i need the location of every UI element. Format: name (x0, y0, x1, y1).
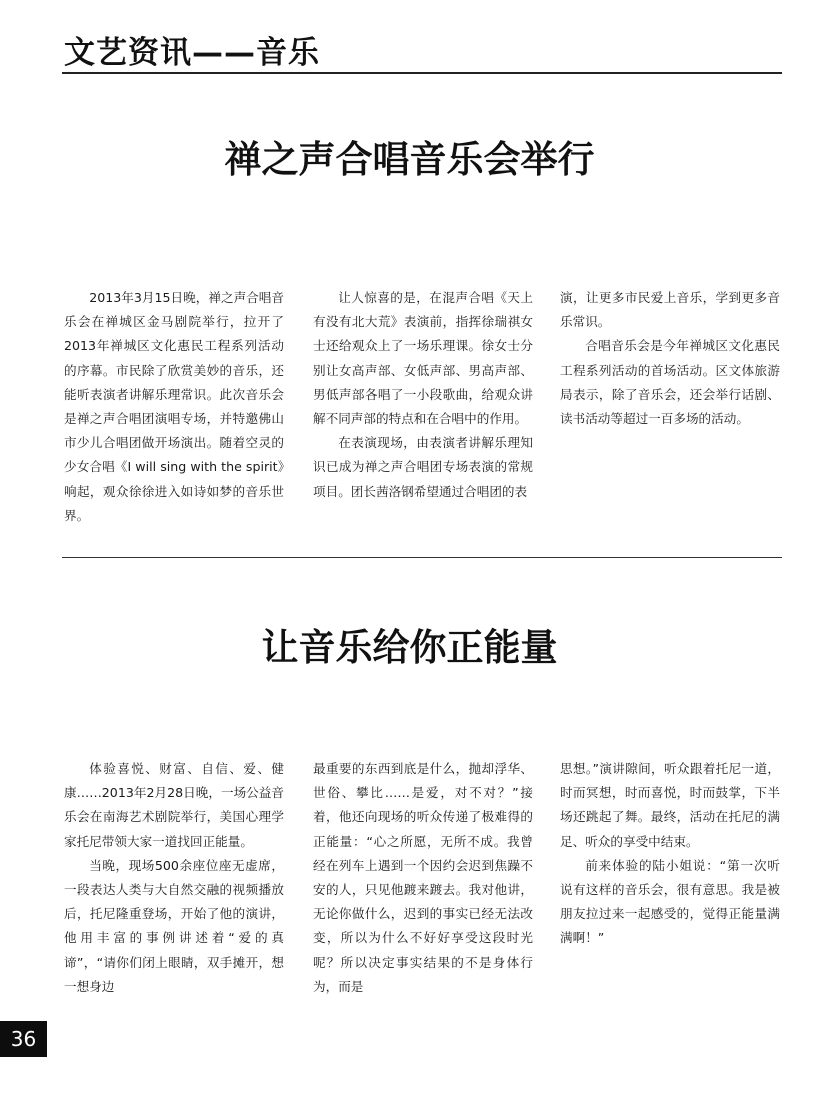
page-number: 36 (0, 1021, 47, 1057)
article-paragraph: 前来体验的陆小姐说：“第一次听说有这样的音乐会，很有意思。我是被朋友拉过来一起感受的，觉得正能量满满啊！” (560, 857, 780, 946)
article-paragraph: 体验喜悦、财富、自信、爱、健康……2013年2月28日晚，一场公益音乐会在南海艺术剧院举行，美国心理学家托尼带领大家一道找回正能量。 (64, 761, 284, 849)
article-paragraph: 在表演现场，由表演者讲解乐理知识已成为禅之声合唱团专场表演的常规项目。团长茜洛钢希望通过合唱团的表 (313, 435, 533, 499)
article-title: 让音乐给你正能量 (261, 626, 558, 669)
article-paragraph: 合唱音乐会是今年禅城区文化惠民工程系列活动的首场活动。区文体旅游局表示，除了音乐会，还会举行话剧、读书活动等超过一百多场的活动。 (560, 338, 780, 427)
section-header-title: 文艺资讯——音乐 (64, 35, 320, 71)
article-column (64, 757, 284, 999)
article-paragraph: 最重要的东西到底是什么，抛却浮华、世俗、攀比……是爱，对不对？”接着，他还向现场的听众传递了极难得的正能量：“心之所愿，无所不成。我曾经在列车上遇到一个因约会迟到焦躁不安的人，只见他踱来踱去。我对他讲，无论你做什么，迟到的事实已经无法改变，所以为什么不好好享受这段时光呢？所以决定事实结果的不是身体行为，而是 (313, 761, 533, 994)
article-column (313, 757, 533, 999)
article-paragraph: 2013年3月15日晚，禅之声合唱音乐会在禅城区金马剧院举行，拉开了2013年禅城区文化惠民工程系列活动的序幕。市民除了欣赏美妙的音乐，还能听表演者讲解乐理常识。此次音乐会是禅之声合唱团演唱专场，并特邀佛山市少儿合唱团做开场演出。随着空灵的少女合唱《I will sing with the spirit》响起，观众徐徐进入如诗如梦的音乐世界。 (64, 290, 284, 523)
article-title: 禅之声合唱音乐会举行 (224, 138, 595, 181)
article-paragraph: 让人惊喜的是，在混声合唱《天上有没有北大荒》表演前，指挥徐瑞祺女士还给观众上了一场乐理课。徐女士分别让女高声部、女低声部、男高声部、男低声部各唱了一小段歌曲，给观众讲解不同声部的特点和在合唱中的作用。 (313, 290, 533, 427)
article-column (560, 757, 780, 951)
section-divider (62, 557, 782, 558)
article-column (64, 286, 284, 528)
article-paragraph: 思想。”演讲隙间，听众跟着托尼一道，时而冥想，时而喜悦，时而鼓掌，下半场还跳起了舞。最终，活动在托尼的满足、听众的享受中结束。 (560, 761, 780, 849)
article-column (560, 286, 780, 431)
article-paragraph: 演，让更多市民爱上音乐，学到更多音乐常识。 (560, 290, 780, 330)
section-header (62, 34, 782, 74)
article-paragraph: 当晚，现场500余座位座无虚席，一段表达人类与大自然交融的视频播放后，托尼隆重登场，开始了他的演讲，他用丰富的事例讲述着“爱的真谛”，“请你们闭上眼睛，双手摊开，想一想身边 (64, 857, 284, 994)
article-column (313, 286, 533, 504)
